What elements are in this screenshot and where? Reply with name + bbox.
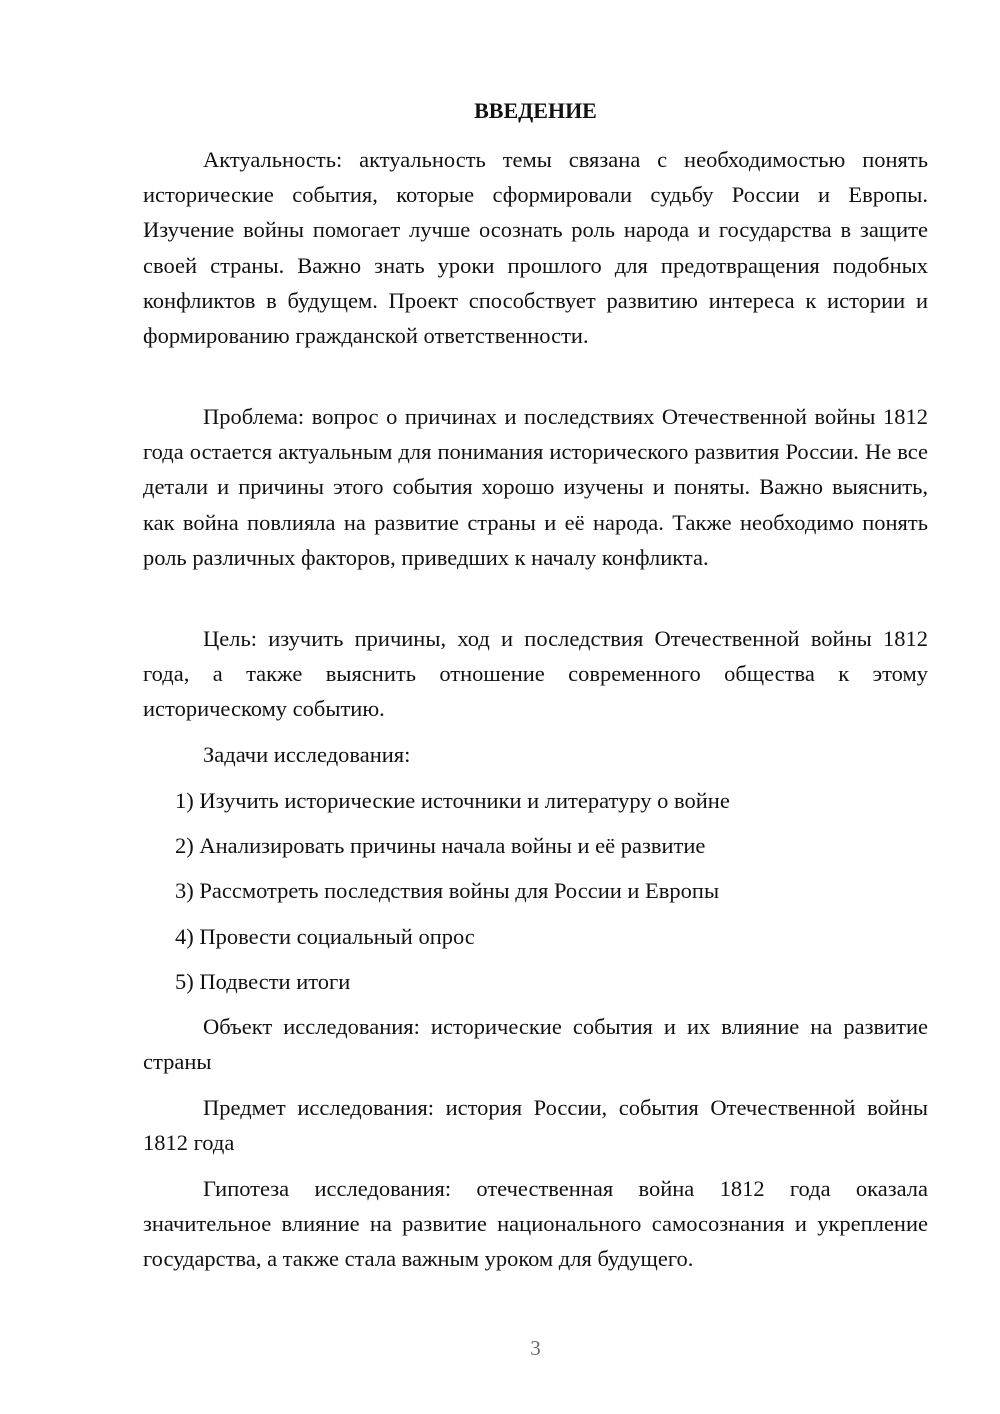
page-number: 3: [530, 1336, 541, 1360]
section-heading: ВВЕДЕНИЕ: [474, 98, 597, 123]
task-item-1: 1) Изучить исторические источники и литературу о войне: [175, 788, 730, 813]
task-item-3: 3) Рассмотреть последствия войны для России и Европы: [175, 878, 720, 903]
tasks-title: Задачи исследования:: [203, 742, 411, 767]
paragraph-hypothesis: Гипотеза исследования: отечественная война 1812 года оказала значительное влияние на развитие национального самосознания и укрепление государства, а также стала важным уроком для будущего.: [143, 1176, 928, 1272]
task-item-2: 2) Анализировать причины начала войны и её развитие: [175, 833, 706, 858]
paragraph-subject: Предмет исследования: история России, события Отечественной войны 1812 года: [143, 1095, 928, 1156]
paragraph-goal: Цель: изучить причины, ход и последствия Отечественной войны 1812 года, а также выяснить отношение современного общества к этому историческому событию.: [143, 626, 928, 722]
document-page: [143, 0, 928, 1414]
task-item-4: 4) Провести социальный опрос: [175, 924, 475, 949]
paragraph-problem: Проблема: вопрос о причинах и последствиях Отечественной войны 1812 года остается актуальным для понимания исторического развития России. Не все детали и причины этого события хорошо изучены и поняты. Важно выяснить, как война повлияла на развитие страны и её народа. Также необходимо понять роль различных факторов, приведших к началу конфликта.: [143, 404, 928, 570]
paragraph-relevance: Актуальность: актуальность темы связана с необходимостью понять исторические события, которые сформировали судьбу России и Европы. Изучение войны помогает лучше осознать роль народа и государства в защите своей страны. Важно знать уроки прошлого для предотвращения подобных конфликтов в будущем. Проект способствует развитию интереса к истории и формированию гражданской ответственности.: [143, 147, 928, 349]
task-item-5: 5) Подвести итоги: [175, 969, 351, 994]
paragraph-object: Объект исследования: исторические события и их влияние на развитие страны: [143, 1014, 928, 1075]
